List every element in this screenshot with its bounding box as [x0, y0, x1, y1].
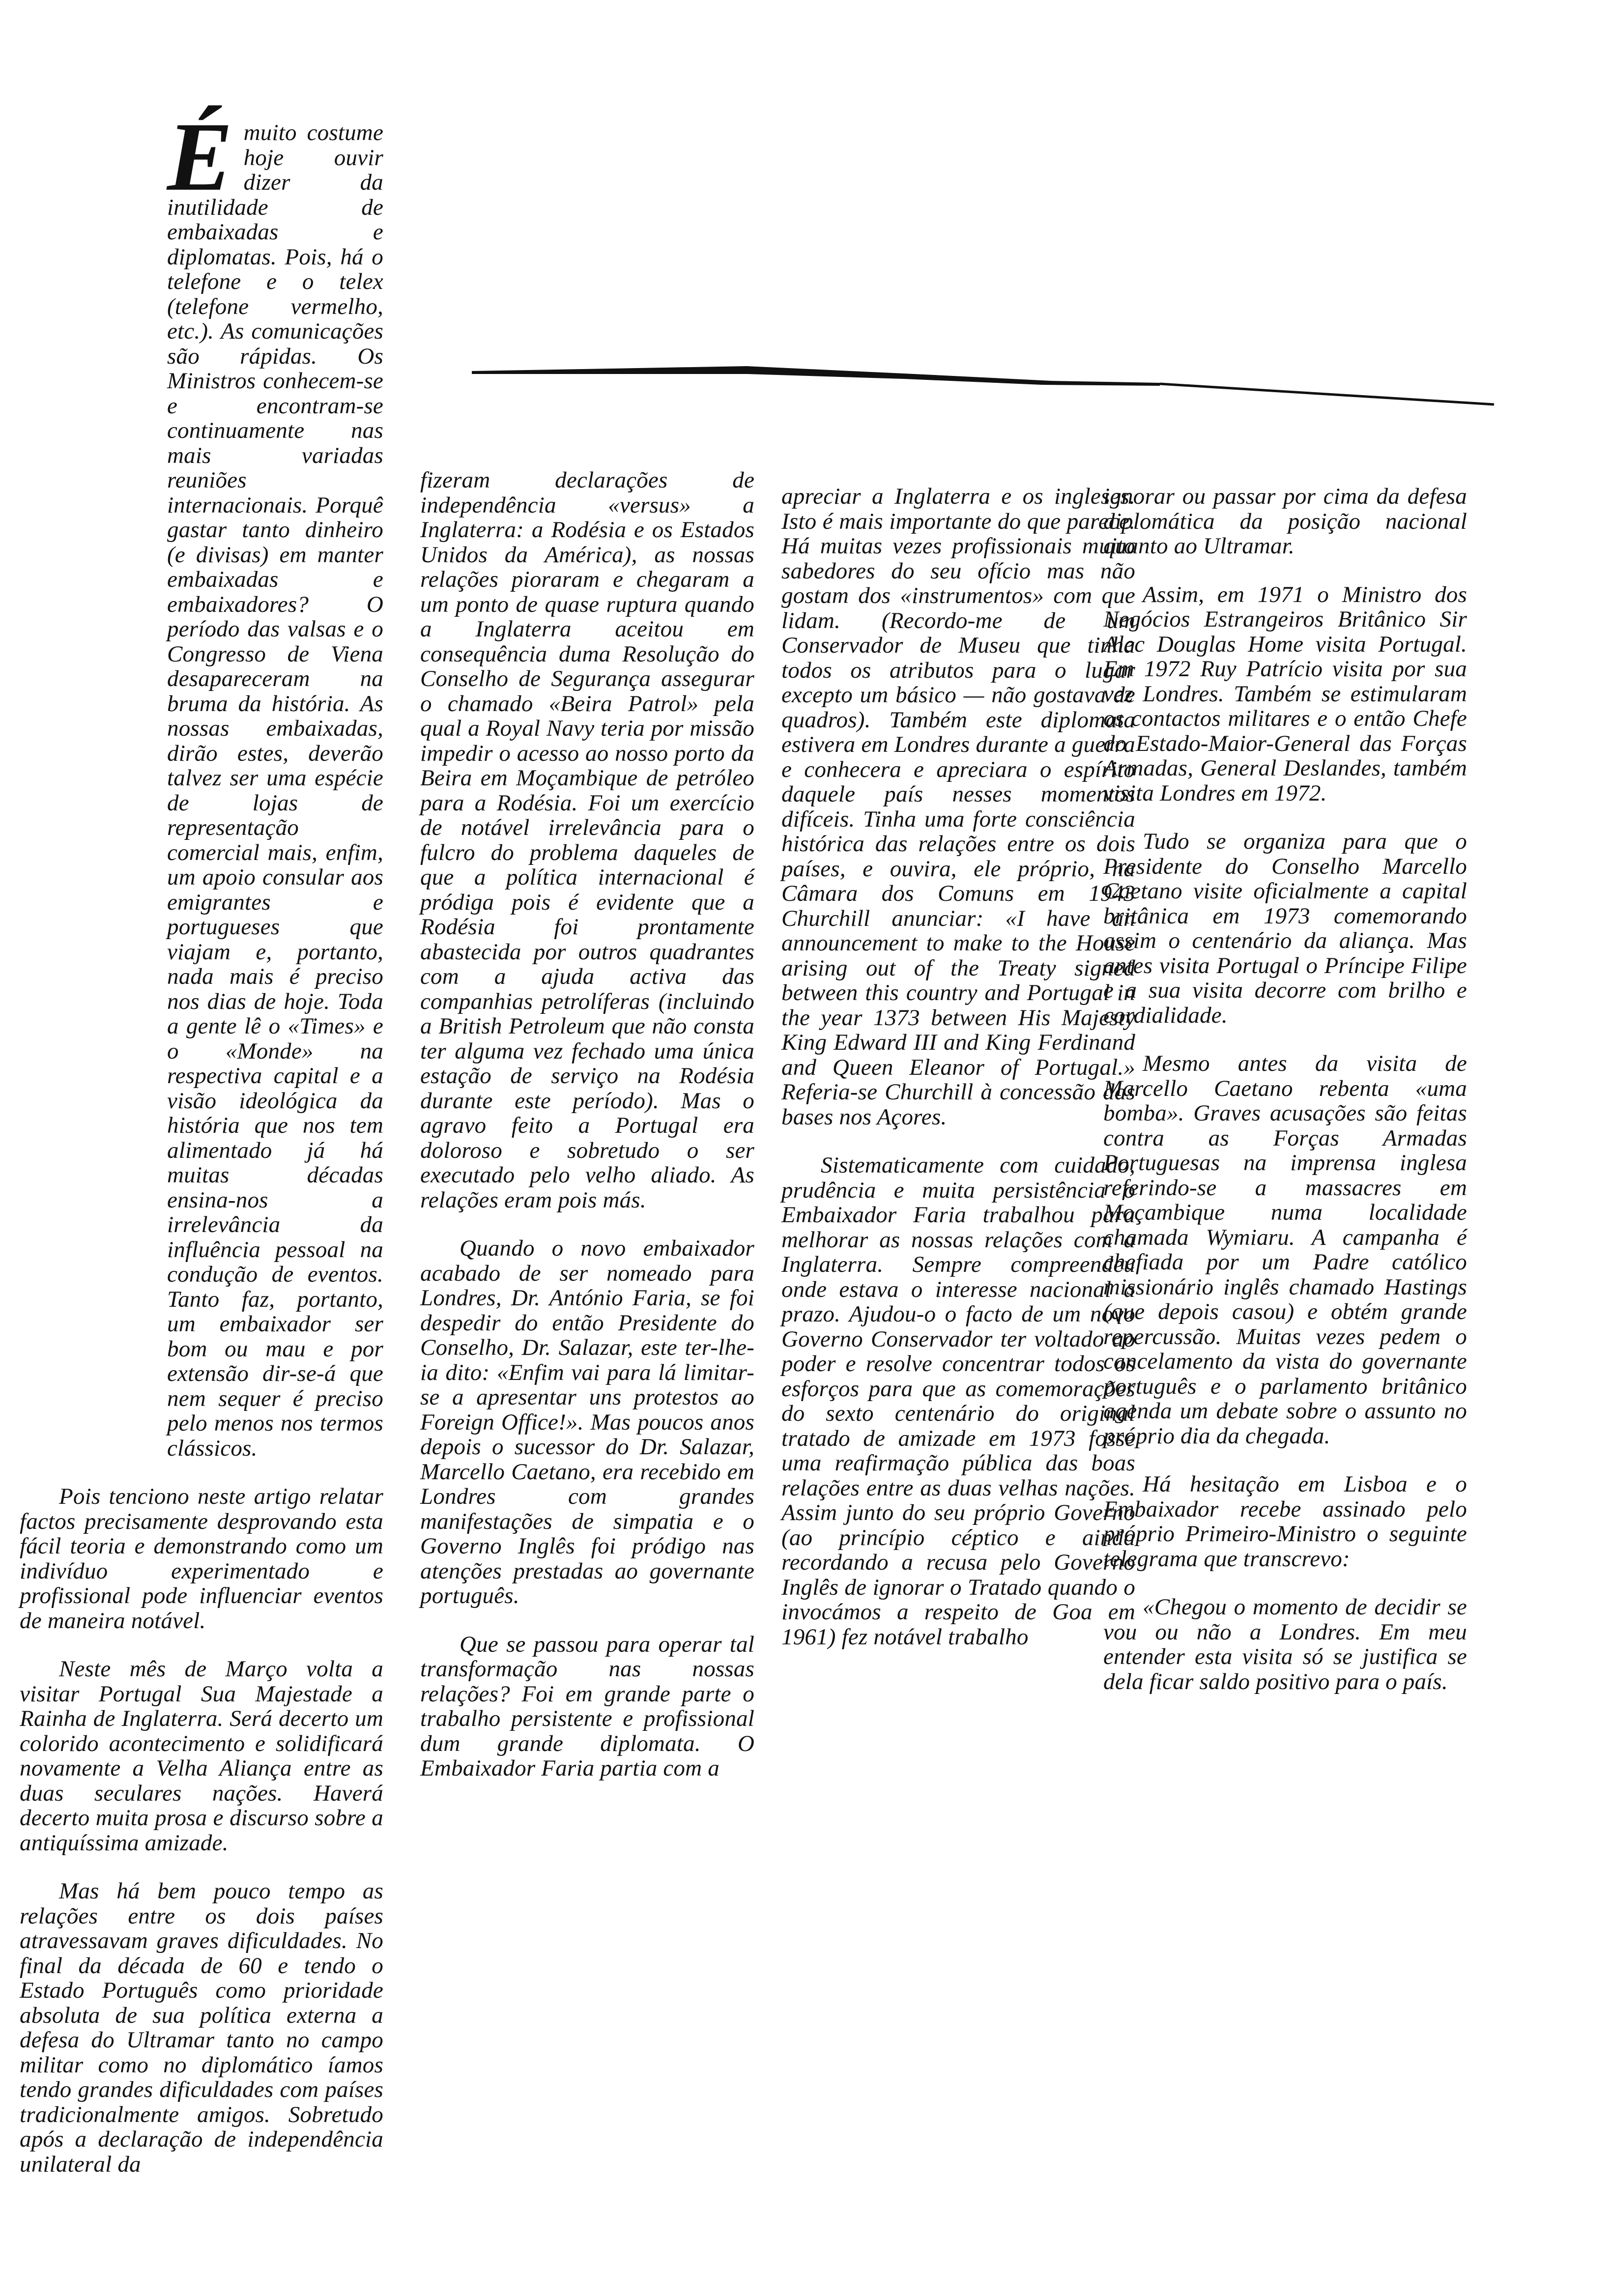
column-4 — [1103, 484, 1467, 1694]
paragraph: «Chegou o momento de decidir se vou ou não a Londres. Em meu entender esta visita só se justifica se dela ficar saldo positivo para o país. — [1103, 1594, 1467, 1694]
paragraph: Que se passou para operar tal transformação nas nossas relações? Foi em grande parte o trabalho persistente e profissional dum grande diplomata. O Embaixador Faria partia com a — [420, 1631, 754, 1781]
drop-cap: É — [167, 103, 233, 211]
paragraph: Mesmo antes da visita de Marcello Caetano rebenta «uma bomba». Graves acusações são feitas contra as Forças Armadas Portuguesas na imprensa inglesa referindo-se a massacres em Moçambique numa localidade chamada Wymiaru. A campanha é chefiada por um Padre católico missionário inglês chamado Hastings (que depois casou) e obtém grande repercussão. Muitas vezes pedem o cancelamento da vista do governante português e o parlamento britânico agenda um debate sobre o assunto no próprio dia da chegada. — [1103, 1051, 1467, 1449]
paragraph: Assim, em 1971 o Ministro dos Negócios Estrangeiros Britânico Sir Alec Douglas Home visita Portugal. Em 1972 Ruy Patrício visita por sua vez Londres. Também se estimularam os contactos militares e o então Chefe do Estado-Maior-General das Forças Armadas, General Deslandes, também visita Londres em 1972. — [1103, 581, 1467, 806]
paragraph: apreciar a Inglaterra e os ingleses. Isto é mais importante do que parece. Há muitas vezes profissionais muito sabedores do seu ofício mas não gostam dos «instrumentos» com que lidam. (Recordo-me de um Conservador de Museu que tinha todos os atributos para o lugar excepto um básico — não gostava de quadros). Também este diplomata estivera em Londres durante a guerra e conhecera e apreciara o espírito daquele país nesses momentos difíceis. Tinha uma forte consciência histórica das relações entre os dois países, e ouvira, ele próprio, na Câmara dos Comuns em 1943 Churchill anunciar: «I have an announcement to make to the House arising out of the Treaty signed between this country and Portugal in the year 1373 between His Majesty King Edward III and King Ferdinand and Queen Eleanor of Portugal.» Referia-se Churchill à concessão das bases nos Açores. — [781, 484, 1135, 1130]
paragraph: Pois tenciono neste artigo relatar factos precisamente desprovando esta fácil teoria e demonstrando como um indivíduo experimentado e profissional pode influenciar eventos de maneira notável. — [20, 1484, 383, 1634]
lead-paragraph — [20, 103, 383, 1461]
lead-text: muito costume hoje ouvir dizer da inutilidade de embaixadas e diplomatas. Pois, há o telefone e o telex (telefone vermelho, etc.). As comunicações são rápidas. Os Ministros conhecem-se e encontram-se continuamente nas mais variadas reuniões internacionais. Porquê gastar tanto dinheiro (e divisas) em manter embaixadas e embaixadores? O período das valsas e o Congresso de Viena desapareceram na bruma da história. As nossas embaixadas, dirão estes, deverão talvez ser uma espécie de lojas de representação comercial mais, enfim, um apoio consular aos emigrantes e portugueses que viajam e, portanto, nada mais é preciso nos dias de hoje. Toda a gente lê o «Times» e o «Monde» na respectiva capital e a visão ideológica da história que nos tem alimentado já há muitas décadas ensina-nos a irrelevância da influência pessoal na condução de eventos. Tanto faz, portanto, um embaixador ser bom ou mau e por extensão dir-se-á que nem sequer é preciso pelo menos nos termos clássicos. — [167, 120, 383, 1461]
decorative-rule — [472, 361, 1494, 415]
paragraph: ignorar ou passar por cima da defesa diplomática da posição nacional quanto ao Ultramar. — [1103, 484, 1467, 559]
paragraph: Sistematicamente com cuidado, prudência e muita persistência o Embaixador Faria trabalhou para melhorar as nossas relações com a Inglaterra. Sempre compreendeu onde estava o interesse nacional a prazo. Ajudou-o o facto de um novo Governo Conservador ter voltado ao poder e resolve concentrar todos os esforços para que as comemorações do sexto centenário do original tratado de amizade em 1973 fosse uma reafirmação pública das boas relações entre as duas velhas nações. Assim junto do seu próprio Governo (ao princípio céptico e ainda recordando a recusa pelo Governo Inglês de ignorar o Tratado quando o invocámos a respeito de Goa em 1961) fez notável trabalho — [781, 1152, 1135, 1650]
column-3 — [781, 484, 1135, 1649]
paragraph: fizeram declarações de independência «versus» a Inglaterra: a Rodésia e os Estados Unidos da América), as nossas relações pioraram e chegaram a um ponto de quase ruptura quando a Inglaterra aceitou em consequência duma Resolução do Conselho de Segurança assegurar o chamado «Beira Patrol» pela qual a Royal Navy teria por missão impedir o acesso ao nosso porto da Beira em Moçambique de petróleo para a Rodésia. Foi um exercício de notável irrelevância para o fulcro do problema daqueles de que a política internacional é pródiga pois é evidente que a Rodésia foi prontamente abastecida por outros quadrantes com a ajuda activa das companhias petrolíferas (incluindo a British Petroleum que não consta ter alguma vez fechado uma única estação de serviço na Rodésia durante este período). Mas o agravo feito a Portugal era doloroso e sobretudo o ser executado pelo velho aliado. As relações eram pois más. — [420, 467, 754, 1213]
paragraph: Mas há bem pouco tempo as relações entre os dois países atravessavam graves dificuldades. No final da década de 60 e tendo o Estado Português como prioridade absoluta de sua política externa a defesa do Ultramar tanto no campo militar como no diplomático íamos tendo grandes dificuldades com países tradicionalmente amigos. Sobretudo após a declaração de independência unilateral da — [20, 1878, 383, 2177]
column-1 — [20, 103, 383, 2177]
paragraph: Quando o novo embaixador acabado de ser nomeado para Londres, Dr. António Faria, se foi despedir do então Presidente do Conselho, Dr. Salazar, este ter-lhe-ia dito: «Enfim vai para lá limitar-se a apresentar uns protestos ao Foreign Office!». Mas poucos anos depois o sucessor do Dr. Salazar, Marcello Caetano, era recebido em Londres com grandes manifestações de simpatia e o Governo Inglês foi pródigo nas atenções prestadas ao governante português. — [420, 1235, 754, 1608]
paragraph: Tudo se organiza para que o Presidente do Conselho Marcello Caetano visite oficialmente a capital britânica em 1973 comemorando assim o centenário da aliança. Mas antes visita Portugal o Príncipe Filipe e a sua visita decorre com brilho e cordialidade. — [1103, 829, 1467, 1028]
paragraph: Há hesitação em Lisboa e o Embaixador recebe assinado pelo próprio Primeiro-Ministro o seguinte telegrama que transcrevo: — [1103, 1471, 1467, 1572]
paragraph: Neste mês de Março volta a visitar Portugal Sua Majestade a Rainha de Inglaterra. Será decerto um colorido acontecimento e solidificará novamente a Velha Aliança entre as duas seculares nações. Haverá decerto muita prosa e discurso sobre a antiquíssima amizade. — [20, 1656, 383, 1856]
column-2 — [420, 468, 754, 1781]
